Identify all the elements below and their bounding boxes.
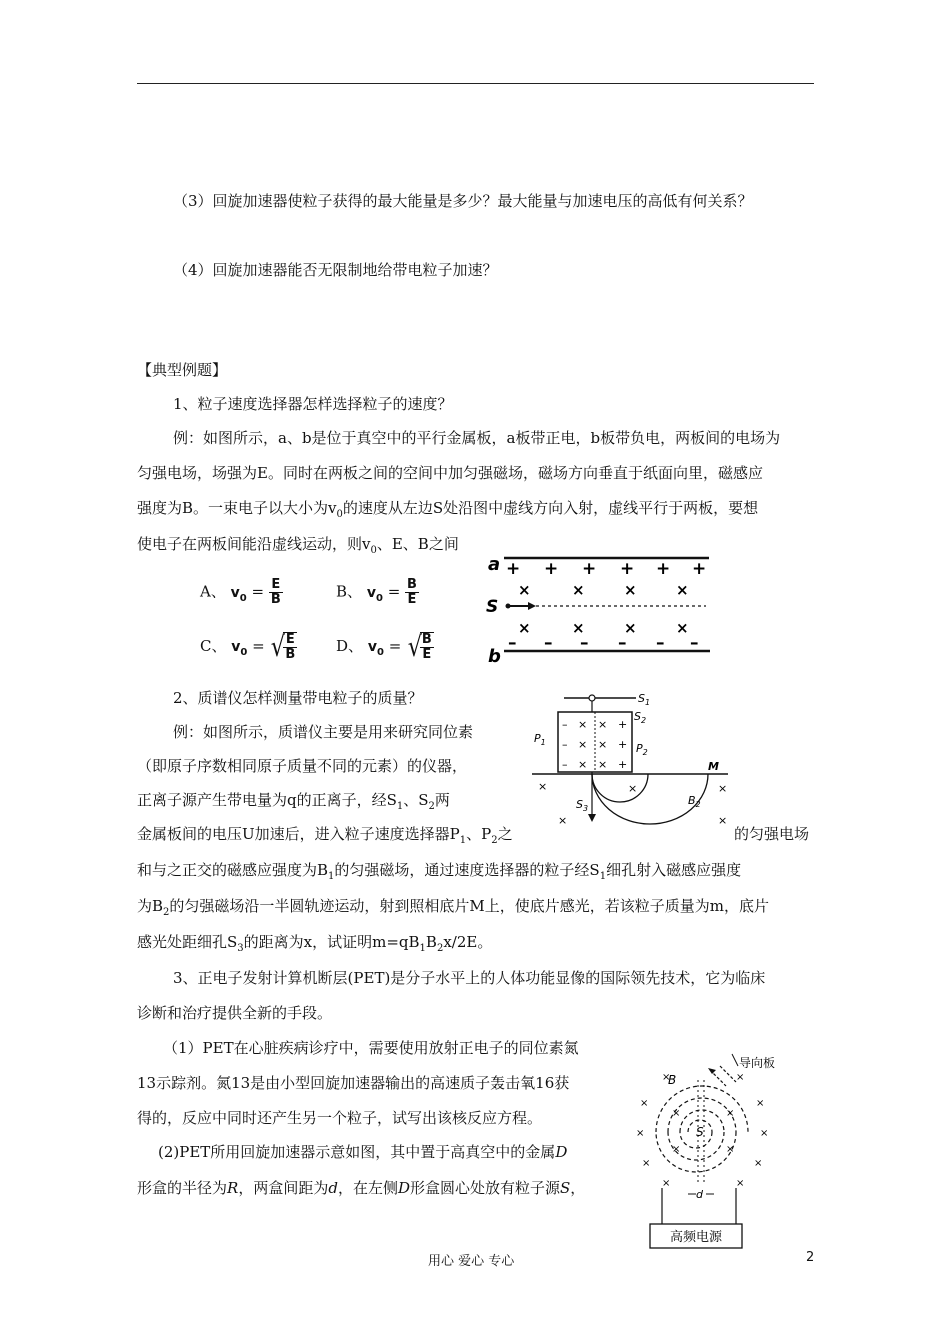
- mass-spectrometer-figure: [528, 690, 738, 826]
- svg-text:+: +: [618, 718, 628, 731]
- guide-plate-label: 导向板: [739, 1056, 776, 1070]
- svg-text:+: +: [618, 738, 628, 751]
- arrow-head: [528, 602, 536, 610]
- svg-text:×: ×: [736, 1072, 745, 1083]
- ex1-line4: 使电子在两板间能沿虚线运动，则$v_0$、E、B之间: [137, 535, 459, 556]
- ex2-line4: 金属板间的电压U加速后，进入粒子速度选择器$P_1$、$P_2$之: [137, 825, 513, 846]
- page-number: 2: [806, 1250, 815, 1265]
- option-b: B、 $v_0$ = $\frac{B}{E}$: [336, 577, 417, 607]
- svg-text:×: ×: [624, 581, 637, 599]
- option-d: D、 $v_0$ = √ $\frac{B}{E}$: [336, 630, 432, 663]
- cyclotron-figure: [632, 1040, 792, 1252]
- guide-plate: [710, 1066, 736, 1086]
- svg-text:–: –: [580, 633, 589, 653]
- svg-text:–: –: [690, 633, 699, 653]
- plate-b-label: b: [488, 646, 501, 666]
- svg-text:–: –: [562, 718, 568, 731]
- ex1-line3: 强度为B。一束电子以大小为$v_0$的速度从左边S处沿图中虚线方向入射，虚线平行于两板，要想: [137, 499, 759, 520]
- s1-label: $S_1$: [638, 692, 651, 707]
- ex3-line2: 诊断和治疗提供全新的手段。: [137, 1004, 333, 1022]
- svg-text:×: ×: [578, 738, 588, 751]
- svg-text:×: ×: [640, 1098, 649, 1109]
- p1-label: $P_1$: [534, 732, 546, 747]
- svg-text:×: ×: [642, 1158, 651, 1169]
- p2-label: $P_2$: [636, 742, 648, 757]
- svg-text:×: ×: [676, 619, 689, 637]
- b-label: B: [668, 1073, 677, 1087]
- ex2-line1: 例：如图所示，质谱仪主要是用来研究同位素: [173, 723, 474, 741]
- svg-text:×: ×: [598, 758, 608, 771]
- svg-text:–: –: [508, 633, 517, 653]
- svg-text:×: ×: [598, 718, 608, 731]
- velocity-selector-figure: [484, 550, 716, 666]
- plus-row: [506, 559, 706, 579]
- b2-label: $B_2$: [688, 794, 701, 809]
- svg-text:×: ×: [624, 619, 637, 637]
- svg-text:–: –: [656, 633, 665, 653]
- svg-text:×: ×: [756, 1098, 765, 1109]
- svg-text:×: ×: [672, 1144, 681, 1155]
- svg-text:×: ×: [726, 1144, 735, 1155]
- svg-text:×: ×: [518, 581, 531, 599]
- option-c: C、 $v_0$ = √ $\frac{E}{B}$: [200, 630, 296, 663]
- ex2-line5: 和与之正交的磁感应强度为$B_1$的匀强磁场，通过速度选择器的粒子经$S_1$细孔射入磁感应强度: [137, 861, 742, 882]
- source-s-label: S: [486, 597, 499, 617]
- svg-text:+: +: [618, 758, 628, 771]
- ex2-line7: 感光处距细孔$S_3$的距离为x，试证明$m=qB_1B_2x/2E$。: [137, 933, 493, 954]
- ex2-line4-end: 的匀强电场: [734, 825, 810, 843]
- svg-text:×: ×: [558, 814, 568, 826]
- ex2-title: 2、质谱仪怎样测量带电粒子的质量？: [173, 689, 423, 707]
- svg-text:×: ×: [754, 1158, 763, 1169]
- svg-text:×: ×: [662, 1178, 671, 1189]
- small-arc: [592, 774, 648, 802]
- d-label: d: [696, 1188, 703, 1201]
- svg-text:×: ×: [518, 619, 531, 637]
- svg-text:+: +: [582, 559, 597, 579]
- svg-text:+: +: [506, 559, 521, 579]
- svg-text:+: +: [544, 559, 559, 579]
- ex3-p1b: 13示踪剂。氮13是由小型回旋加速器输出的高速质子轰击氧16获: [137, 1074, 570, 1092]
- ex2-line3: 正离子源产生带电量为q的正离子，经$S_1$、$S_2$两: [137, 791, 450, 812]
- ex3-p1a: （1）PET在心脏疾病诊疗中，需要使用放射正电子的同位素氮: [163, 1039, 579, 1057]
- svg-text:×: ×: [636, 1128, 645, 1139]
- svg-text:–: –: [544, 633, 553, 653]
- svg-text:–: –: [618, 633, 627, 653]
- ex3-p1c: 得的，反应中同时还产生另一个粒子，试写出该核反应方程。: [137, 1109, 543, 1127]
- svg-text:+: +: [692, 559, 707, 579]
- svg-text:×: ×: [578, 718, 588, 731]
- question-3: （3）回旋加速器使粒子获得的最大能量是多少？最大能量与加速电压的高低有何关系？: [173, 192, 753, 210]
- cross-row-top: [518, 581, 689, 599]
- m-label: M: [708, 760, 719, 773]
- svg-text:×: ×: [736, 1178, 745, 1189]
- svg-text:×: ×: [760, 1128, 769, 1139]
- ex1-line2: 匀强电场，场强为E。同时在两板之间的空间中加匀强磁场，磁场方向垂直于纸面向里，磁感应: [137, 464, 763, 482]
- svg-text:×: ×: [718, 782, 728, 795]
- ex3-p2b: 形盒的半径为R，两盒间距为d，在左侧D形盒圆心处放有粒子源S，: [137, 1179, 586, 1197]
- footer-center: 用心 爱心 专心: [428, 1254, 515, 1269]
- ex2-line6: 为$B_2$的匀强磁场沿一半圆轨迹运动，射到照相底片M上，使底片感光，若该粒子质量为m，底片: [137, 897, 769, 918]
- svg-text:×: ×: [726, 1108, 735, 1119]
- svg-text:×: ×: [572, 619, 585, 637]
- ex1-line1: 例：如图所示，a、b是位于真空中的平行金属板，a板带正电，b板带负电，两板间的电场为: [173, 429, 781, 447]
- svg-text:×: ×: [572, 581, 585, 599]
- svg-text:+: +: [620, 559, 635, 579]
- svg-text:×: ×: [676, 581, 689, 599]
- svg-text:–: –: [562, 758, 568, 771]
- header-rule: [137, 83, 814, 84]
- ex3-p2a: (2)PET所用回旋加速器示意如图，其中置于高真空中的金属D: [158, 1143, 568, 1161]
- svg-text:×: ×: [538, 780, 548, 793]
- ex3-line1: 3、正电子发射计算机断层(PET)是分子水平上的人体功能显像的国际领先技术，它为临床: [173, 969, 766, 987]
- svg-text:×: ×: [718, 814, 728, 826]
- ex1-title: 1、粒子速度选择器怎样选择粒子的速度？: [173, 395, 453, 413]
- svg-text:×: ×: [578, 758, 588, 771]
- svg-text:×: ×: [662, 1072, 671, 1083]
- ex2-line2: （即原子序数相同原子质量不同的元素）的仪器，: [137, 757, 468, 775]
- option-a: A、 $v_0$ = $\frac{E}{B}$: [200, 577, 281, 607]
- svg-text:×: ×: [672, 1108, 681, 1119]
- svg-text:+: +: [656, 559, 671, 579]
- section-title: 【典型例题】: [137, 361, 228, 379]
- source-label: S: [696, 1125, 704, 1139]
- svg-text:×: ×: [598, 738, 608, 751]
- s3-label: $S_3$: [576, 798, 589, 813]
- svg-text:–: –: [562, 738, 568, 751]
- power-label: 高频电源: [669, 1230, 723, 1245]
- svg-text:×: ×: [628, 782, 638, 795]
- s2-label: $S_2$: [634, 710, 647, 725]
- plate-a-label: a: [488, 554, 501, 575]
- question-4: （4）回旋加速器能否无限制地给带电粒子加速？: [173, 261, 498, 279]
